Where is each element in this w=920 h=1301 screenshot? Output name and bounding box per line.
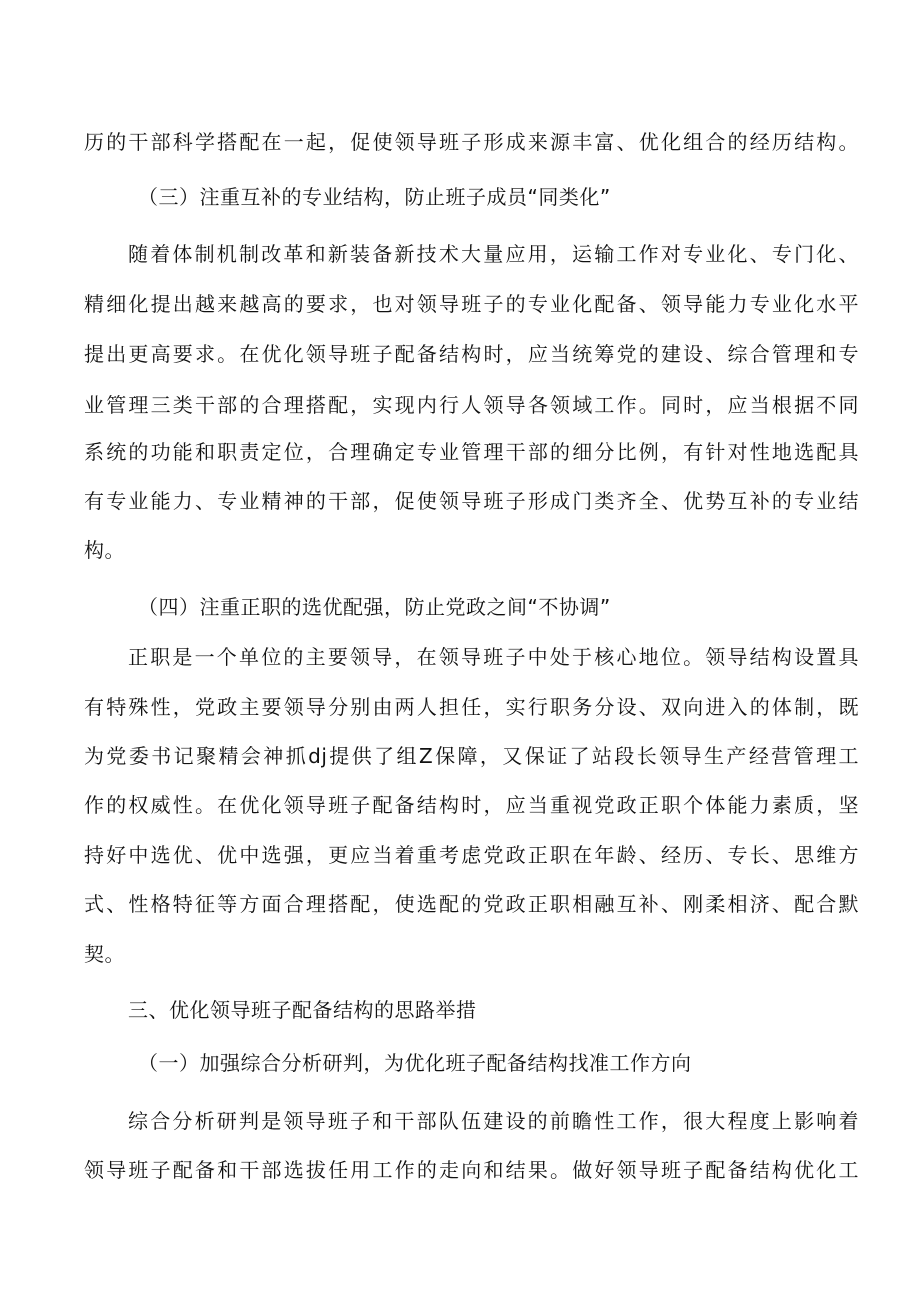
paragraph-line: 业管理三类干部的合理搭配，实现内行人领导各领域工作。同时，应当根据不同 bbox=[84, 393, 859, 417]
paragraph-line: 领导班子配备和干部选拔任用工作的走向和结果。做好领导班子配备结构优化工 bbox=[84, 1158, 859, 1182]
paragraph-line: 系统的功能和职责定位，合理确定专业管理干部的细分比例，有针对性地选配具 bbox=[84, 440, 859, 464]
paragraph-line: 持好中选优、优中选强，更应当着重考虑党政正职在年龄、经历、专长、思维方 bbox=[84, 843, 859, 867]
paragraph-line: 历的干部科学搭配在一起，促使领导班子形成来源丰富、优化组合的经历结构。 bbox=[84, 130, 859, 154]
section-heading: （三）注重互补的专业结构，防止班子成员“同类化” bbox=[138, 185, 611, 209]
paragraph-line: 正职是一个单位的主要领导，在领导班子中处于核心地位。领导结构设置具 bbox=[128, 645, 859, 669]
paragraph-line: 综合分析研判是领导班子和干部队伍建设的前瞻性工作，很大程度上影响着 bbox=[128, 1109, 859, 1133]
paragraph-line: 构。 bbox=[84, 538, 125, 562]
chapter-heading: 三、优化领导班子配备结构的思路举措 bbox=[128, 998, 477, 1022]
paragraph-line: 精细化提出越来越高的要求，也对领导班子的专业化配备、领导能力专业化水平 bbox=[84, 292, 859, 316]
paragraph-line: 有专业能力、专业精神的干部，促使领导班子形成门类齐全、优势互补的专业结 bbox=[84, 489, 859, 513]
section-heading: （四）注重正职的选优配强，防止党政之间“不协调” bbox=[138, 595, 611, 619]
paragraph-line: 为党委书记聚精会神抓dj提供了组Z保障，又保证了站段长领导生产经营管理工 bbox=[84, 744, 859, 768]
paragraph-line: 式、性格特征等方面合理搭配，使选配的党政正职相融互补、刚柔相济、配合默 bbox=[84, 892, 859, 916]
paragraph-line: 有特殊性，党政主要领导分别由两人担任，实行职务分设、双向进入的体制，既 bbox=[84, 695, 859, 719]
paragraph-line: 提出更高要求。在优化领导班子配备结构时，应当统筹党的建设、综合管理和专 bbox=[84, 342, 859, 366]
paragraph-line: 随着体制机制改革和新装备新技术大量应用，运输工作对专业化、专门化、 bbox=[128, 242, 859, 266]
section-heading: （一）加强综合分析研判，为优化班子配备结构找准工作方向 bbox=[138, 1051, 692, 1075]
paragraph-line: 作的权威性。在优化领导班子配备结构时，应当重视党政正职个体能力素质，坚 bbox=[84, 793, 859, 817]
paragraph-line: 契。 bbox=[84, 942, 125, 966]
